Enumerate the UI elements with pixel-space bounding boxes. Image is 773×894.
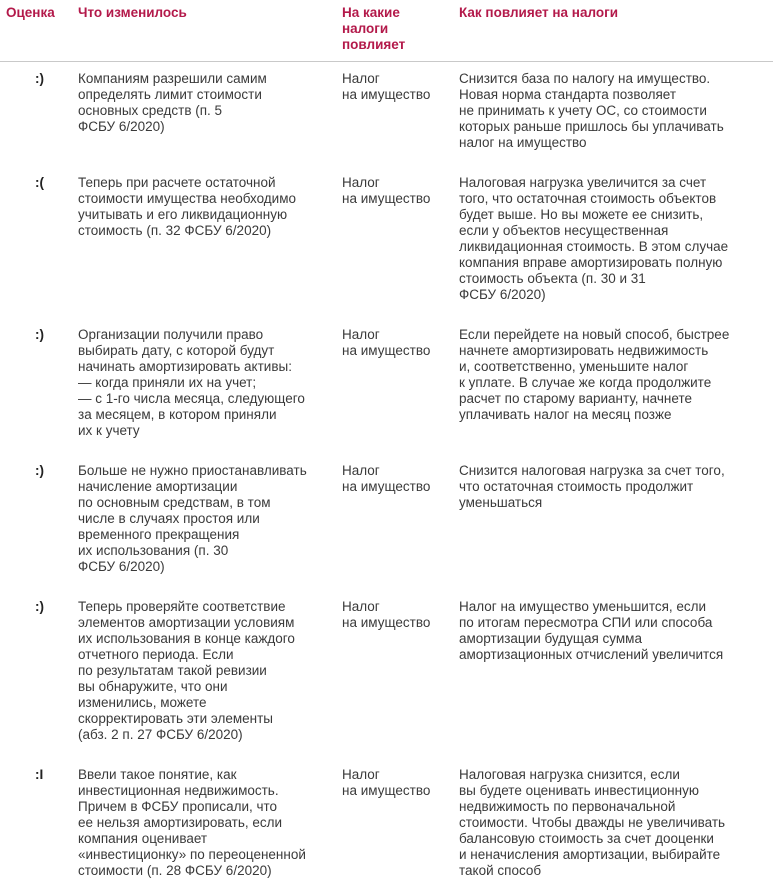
tax-impact-cell-line: амортизации будущая сумма [459,631,642,646]
tax-impact-cell-line: такой способ [459,863,542,878]
tax-impact-cell-line: Налог на имущество уменьшится, если [459,599,707,614]
what-changed-cell-line: компания оценивает [78,831,208,846]
tax-impact-cell-line: недвижимость по первоначальной [459,799,676,814]
table-row [0,62,773,167]
what-changed-cell-line: по основным средствам, в том [78,495,271,510]
affected-taxes-cell-line: Налог [342,327,380,342]
what-changed-cell-line: их к учету [78,423,140,438]
table-row [0,454,773,590]
tax-impact-cell-line: расчет по старому варианту, начнете [459,391,692,406]
what-changed-cell-line: их использования (п. 30 [78,543,229,558]
header-score: Оценка [6,5,55,20]
score-cell: :) [35,463,44,478]
tax-impact-cell [453,166,773,318]
tax-impact-cell-line: Новая норма стандарта позволяет [459,87,677,102]
affected-taxes-cell-line: Налог [342,175,380,190]
tax-impact-cell-line: что остаточная стоимость продолжит [459,479,694,494]
table-row [0,590,773,758]
what-changed-cell-line: числе в случаях простоя или [78,511,260,526]
what-changed-cell-line: — с 1-го числа месяца, следующего [78,391,305,406]
affected-taxes-cell-line: Налог [342,71,380,86]
score-cell: :( [35,175,44,190]
what-changed-cell-line: скорректировать эти элементы [78,711,274,726]
tax-impact-cell-line: амортизационных отчислений увеличится [459,647,724,662]
tax-impact-cell-line: по итогам пересмотра СПИ или способа [459,615,713,630]
what-changed-cell-line: Ввели такое понятие, как [78,767,237,782]
what-changed-cell-line: начинать амортизировать активы: [78,359,292,374]
tax-impact-cell [453,590,773,758]
tax-impact-cell-line: стоимость объекта (п. 30 и 31 [459,271,646,286]
tax-impact-cell [453,62,773,167]
affected-taxes-cell-line: на имущество [342,87,431,102]
tax-impact-cell [453,454,773,590]
what-changed-cell-line: Теперь при расчете остаточной [78,175,276,190]
tax-impact-cell-line: налог на имущество [459,135,587,150]
tax-impact-cell-line: ФСБУ 6/2020) [459,287,546,302]
what-changed-cell [78,318,336,454]
table-row [0,166,773,318]
score-cell: :) [35,599,44,614]
what-changed-cell-line: Причем в ФСБУ прописали, что [78,799,278,814]
what-changed-cell-line: определять лимит стоимости [78,87,262,102]
what-changed-cell-line: Больше не нужно приостанавливать [78,463,307,478]
what-changed-cell-line: стоимости (п. 28 ФСБУ 6/2020) [78,863,272,878]
table-row [0,318,773,454]
what-changed-cell-line: инвестиционная недвижимость. [78,783,279,798]
what-changed-cell-line: ее нельзя амортизировать, если [78,815,283,830]
what-changed-cell-line: — когда приняли их на учет; [78,375,257,390]
what-changed-cell [78,166,336,318]
what-changed-cell-line: вы обнаружите, что они [78,679,228,694]
what-changed-cell-line: по результатам такой ревизии [78,663,267,678]
what-changed-cell-line: учитывать и его ликвидационную [78,207,288,222]
affected-taxes-cell-line: на имущество [342,615,431,630]
score-cell: :I [35,767,44,782]
affected-taxes-cell [336,758,453,894]
what-changed-cell-line: (абз. 2 п. 27 ФСБУ 6/2020) [78,727,243,742]
tax-impact-cell-line: и, соответственно, уменьшите налог [459,359,689,374]
tax-impact-cell-line: Налоговая нагрузка увеличится за счет [459,175,707,190]
tax-impact-cell-line: начнете амортизировать недвижимость [459,343,709,358]
tax-impact-cell-line: будет выше. Но вы можете ее снизить, [459,207,704,222]
affected-taxes-cell-line: Налог [342,463,380,478]
tax-impact-cell-line: того, что остаточная стоимость объектов [459,191,717,206]
affected-taxes-cell [336,454,453,590]
what-changed-cell-line: элементов амортизации условиям [78,615,295,630]
affected-taxes-cell-line: Налог [342,767,380,782]
what-changed-cell-line: ФСБУ 6/2020) [78,559,165,574]
tax-impact-cell-line: уменьшаться [459,495,543,510]
tax-impact-cell-line: Если перейдете на новый способ, быстрее [459,327,730,342]
affected-taxes-cell-line: на имущество [342,191,431,206]
what-changed-cell-line: основных средств (п. 5 [78,103,223,118]
what-changed-cell [78,454,336,590]
what-changed-cell [78,590,336,758]
affected-taxes-cell-line: на имущество [342,479,431,494]
affected-taxes-cell [336,590,453,758]
tax-impact-cell-line: ликвидационная стоимость. В этом случае [459,239,729,254]
score-cell: :) [35,327,44,342]
what-changed-cell-line: стоимости имущества необходимо [78,191,297,206]
tax-impact-cell-line: Налоговая нагрузка снизится, если [459,767,680,782]
what-changed-cell-line: начисление амортизации [78,479,238,494]
tax-impact-cell-line: к уплате. В случае же когда продолжите [459,375,712,390]
tax-impact-cell-line: которых раньше пришлось бы уплачивать [459,119,724,134]
what-changed-cell-line: Теперь проверяйте соответствие [78,599,286,614]
what-changed-cell-line: Организации получили право [78,327,264,342]
score-cell: :) [35,71,44,86]
tax-impact-cell-line: не принимать к учету ОС, со стоимости [459,103,707,118]
tax-impact-cell-line: вы будете оценивать инвестиционную [459,783,699,798]
what-changed-cell-line: за месяцем, в котором приняли [78,407,277,422]
affected-taxes-cell-line: Налог [342,599,380,614]
table-row [0,758,773,894]
what-changed-cell-line: «инвестиционку» по переоцененной [78,847,306,862]
tax-impact-cell [453,318,773,454]
header-what-changed: Что изменилось [78,5,187,20]
header-affected-taxes: На какие налоги повлияет [342,5,406,52]
what-changed-cell-line: выбирать дату, с которой будут [78,343,275,358]
tax-impact-cell-line: уплачивать налог на месяц позже [459,407,672,422]
affected-taxes-cell-line: на имущество [342,783,431,798]
tax-impact-cell-line: если у объектов несущественная [459,223,669,238]
tax-impact-cell-line: балансовую стоимость за счет дооценки [459,831,714,846]
what-changed-cell-line: их использования в конце каждого [78,631,295,646]
tax-impact-cell-line: Снизится база по налогу на имущество. [459,71,711,86]
tax-impact-cell [453,758,773,894]
what-changed-cell-line: Компаниям разрешили самим [78,71,267,86]
affected-taxes-cell [336,318,453,454]
tax-impact-cell-line: и неначисления амортизации, выбирайте [459,847,721,862]
tax-impact-cell-line: Снизится налоговая нагрузка за счет того, [459,463,725,478]
affected-taxes-cell [336,166,453,318]
what-changed-cell-line: ФСБУ 6/2020) [78,119,165,134]
affected-taxes-cell [336,62,453,167]
what-changed-cell [78,62,336,167]
affected-taxes-cell-line: на имущество [342,343,431,358]
header-row [0,0,773,62]
header-tax-impact: Как повлияет на налоги [459,5,619,20]
tax-impact-cell-line: стоимости. Чтобы дважды не увеличивать [459,815,726,830]
what-changed-cell [78,758,336,894]
what-changed-cell-line: изменились, можете [78,695,207,710]
tax-impact-cell-line: компания вправе амортизировать полную [459,255,723,270]
what-changed-cell-line: стоимость (п. 32 ФСБУ 6/2020) [78,223,272,238]
what-changed-cell-line: отчетного периода. Если [78,647,234,662]
what-changed-cell-line: временного прекращения [78,527,240,542]
